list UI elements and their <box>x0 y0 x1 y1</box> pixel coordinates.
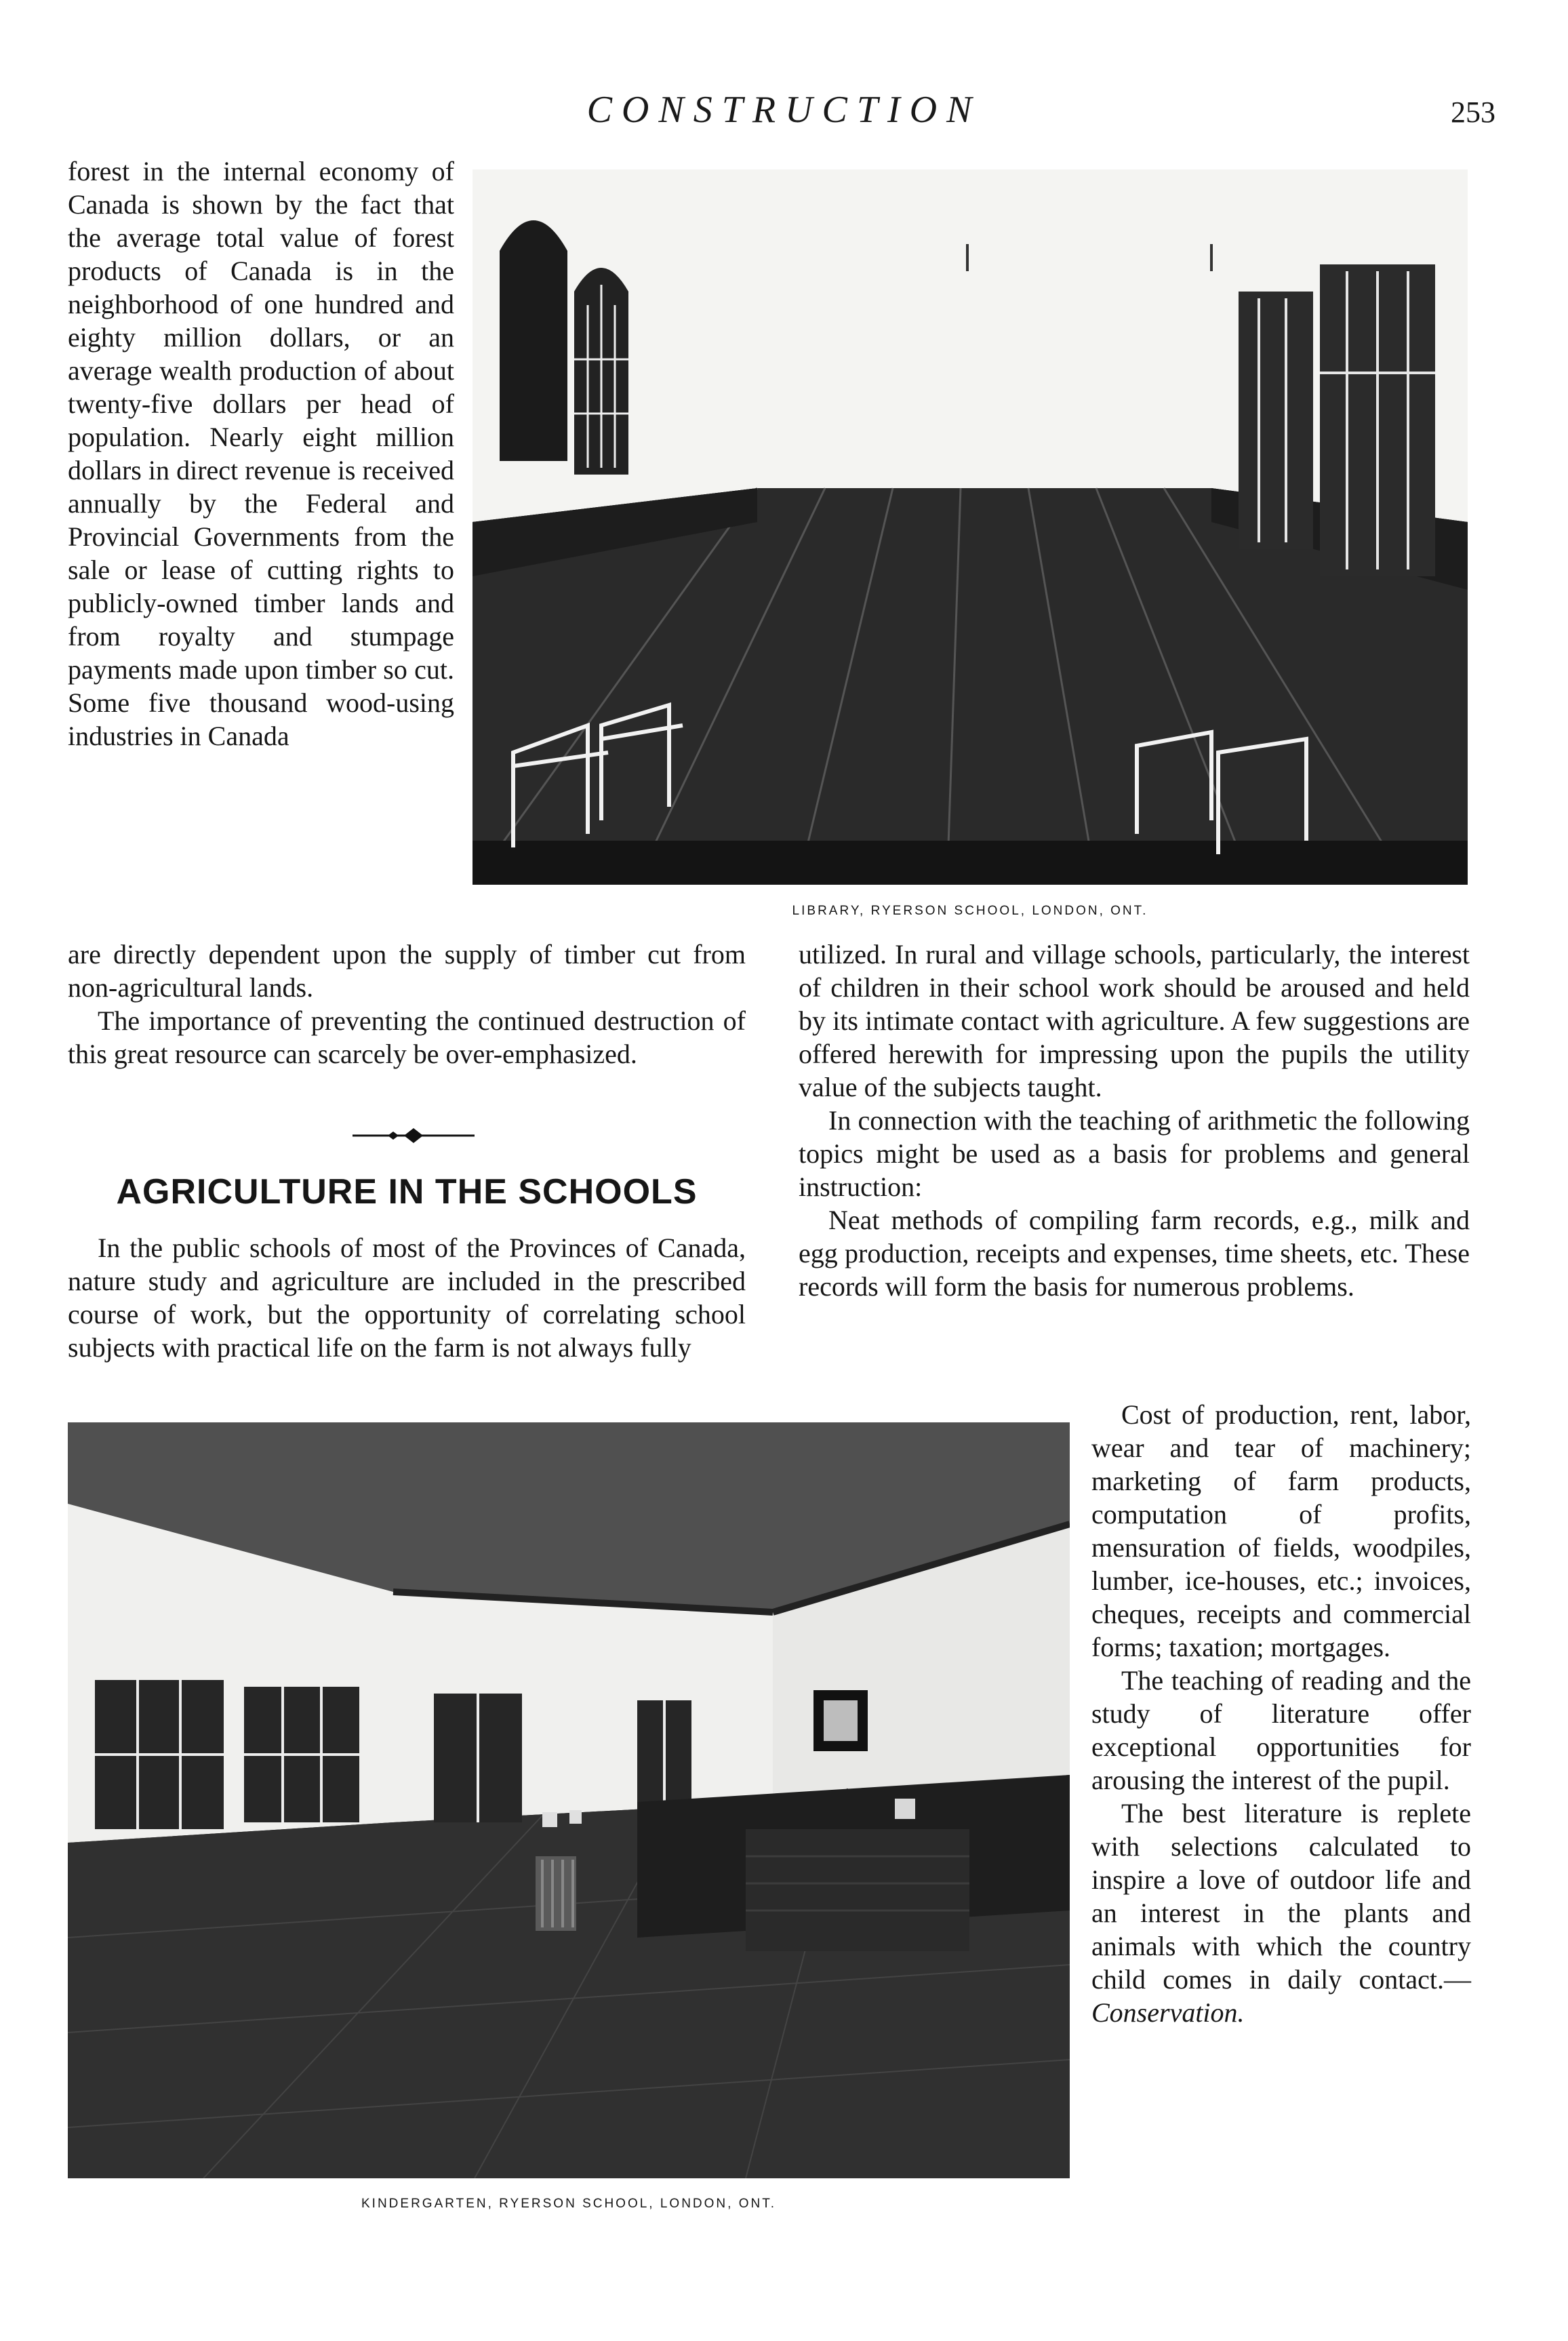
literature-paragraph <box>1091 1797 1471 2029</box>
library-caption: LIBRARY, RYERSON SCHOOL, LONDON, ONT. <box>792 904 1148 918</box>
reading-paragraph: The teaching of reading and the study of literature offer exceptional opportunities for arousing the interest of the pupil. <box>1091 1665 1471 1795</box>
right-narrow-column-text <box>1091 1398 1471 2029</box>
cost-paragraph: Cost of production, rent, labor, wear and tear of machinery; marketing of farm products, computation of profits, mensuration of fields, woodpiles, lumber, ice-houses, etc.; invoices, cheques, receipts and commercial forms; taxation; mortgages. <box>1091 1399 1471 1662</box>
kindergarten-caption: KINDERGARTEN, RYERSON SCHOOL, LONDON, ONT. <box>361 2197 776 2211</box>
records-paragraph: Neat methods of compiling farm records, e.g., milk and egg production, receipts and expenses, time sheets, etc. These records will form the basis for numerous problems. <box>799 1205 1470 1302</box>
right-column-text <box>799 938 1470 1303</box>
section-divider-ornament <box>353 1125 475 1146</box>
arithmetic-paragraph: In connection with the teaching of arithmetic the following topics might be used as a basis for problems and general instruction: <box>799 1105 1470 1202</box>
forest-paragraph-continued: are directly dependent upon the supply of timber cut from non-agricultural lands. <box>68 939 746 1003</box>
library-photo <box>473 169 1468 885</box>
library-room-illustration <box>473 169 1468 885</box>
agriculture-intro-left: In the public schools of most of the Provinces of Canada, nature study and agriculture are included in the prescribed course of work, but the opportunity of correlating school subjects with practical life on the farm is not always fully <box>68 1233 746 1363</box>
kindergarten-photo <box>68 1422 1070 2178</box>
section-heading: AGRICULTURE IN THE SCHOOLS <box>116 1172 698 1212</box>
source-attribution: Conservation. <box>1091 1997 1245 2028</box>
left-column-continued <box>68 938 746 1071</box>
forest-paragraph-closing: The importance of preventing the continued destruction of this great resource can scarcely be over-emphasized. <box>68 1005 746 1069</box>
forest-paragraph-top: forest in the internal economy of Canada is shown by the fact that the average total value of forest products of Canada is in the neighborhood of one hundred and eighty million dollars, or an average wealth production of about twenty-five dollars per head of population. Nearly eight million dollars in direct revenue is received annually by the Federal and Provincial Governments from the sale or lease of cutting rights to publicly-owned timber lands and from royalty and stumpage payments made upon timber so cut. Some five thousand wood-using industries in Canada <box>68 156 454 751</box>
kindergarten-room-illustration <box>68 1422 1070 2178</box>
agriculture-intro-right: utilized. In rural and village schools, particularly, the interest of children in their school work should be aroused and held by its intimate contact with agriculture. A few suggestions are offered herewith for impressing upon the pupils the utility value of the subjects taught. <box>799 939 1470 1102</box>
running-head: CONSTRUCTION <box>586 89 982 131</box>
literature-text: The best literature is replete with selections calculated to inspire a love of outdoor life and an interest in the plants and animals with which the country child comes in daily contact.— <box>1091 1798 1471 1995</box>
page-number: 253 <box>1451 96 1495 129</box>
